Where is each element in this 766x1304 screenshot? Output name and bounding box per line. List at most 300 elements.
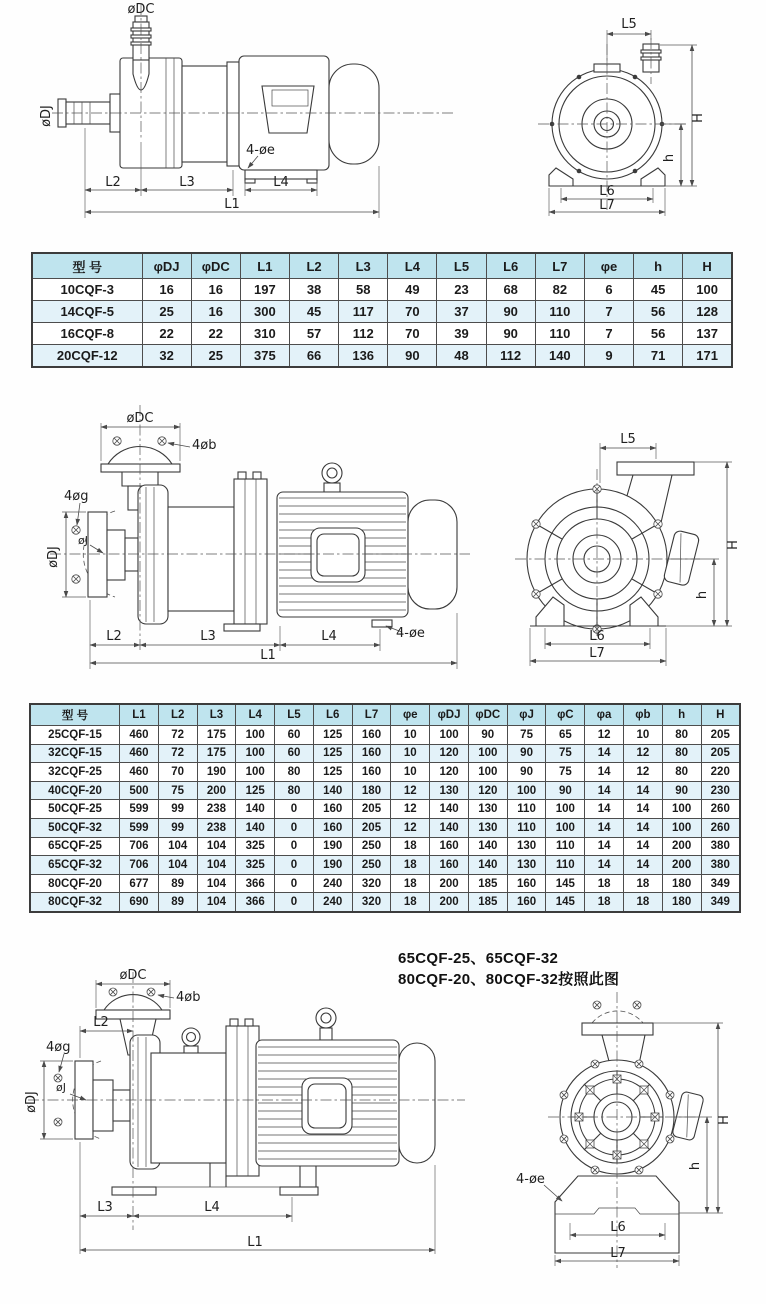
- label-dc: øDC: [127, 2, 155, 17]
- value-cell: 90: [507, 763, 546, 782]
- table-row: [32, 301, 732, 323]
- value-cell: 180: [662, 893, 701, 912]
- value-cell: 14: [623, 800, 662, 819]
- value-cell: 0: [275, 874, 314, 893]
- table-row: [30, 800, 740, 819]
- label-dj: øDJ: [24, 1091, 39, 1113]
- model-cell: 65CQF-32: [30, 856, 120, 875]
- value-cell: 325: [236, 856, 275, 875]
- value-cell: 58: [339, 279, 388, 301]
- value-cell: 0: [275, 818, 314, 837]
- value-cell: 14: [585, 837, 624, 856]
- value-cell: 145: [546, 893, 585, 912]
- value-cell: 125: [313, 763, 352, 782]
- value-cell: 160: [430, 856, 469, 875]
- value-cell: 48: [437, 345, 486, 368]
- value-cell: 677: [120, 874, 159, 893]
- table-row: [30, 781, 740, 800]
- value-cell: 100: [236, 726, 275, 745]
- value-cell: 104: [197, 837, 236, 856]
- value-cell: 16: [142, 279, 191, 301]
- value-cell: 190: [313, 837, 352, 856]
- table-row: [32, 279, 732, 301]
- value-cell: 71: [634, 345, 683, 368]
- label-l3: L3: [200, 629, 216, 644]
- value-cell: 375: [240, 345, 289, 368]
- model-cell: 20CQF-12: [32, 345, 142, 368]
- column-header: φe: [584, 253, 633, 279]
- table-row: [30, 763, 740, 782]
- value-cell: 18: [391, 837, 430, 856]
- column-header: L7: [535, 253, 584, 279]
- value-cell: 99: [158, 818, 197, 837]
- value-cell: 125: [313, 744, 352, 763]
- value-cell: 190: [197, 763, 236, 782]
- model-cell: 80CQF-32: [30, 893, 120, 912]
- value-cell: 100: [662, 818, 701, 837]
- value-cell: 45: [289, 301, 338, 323]
- column-header: L4: [388, 253, 437, 279]
- label-l4: L4: [321, 629, 337, 644]
- column-header: L3: [339, 253, 388, 279]
- value-cell: 80: [275, 781, 314, 800]
- model-cell: 25CQF-15: [30, 726, 120, 745]
- value-cell: 349: [701, 874, 740, 893]
- value-cell: 82: [535, 279, 584, 301]
- column-header: L6: [313, 704, 352, 726]
- value-cell: 39: [437, 323, 486, 345]
- value-cell: 65: [546, 726, 585, 745]
- value-cell: 0: [275, 856, 314, 875]
- column-header: 型 号: [30, 704, 120, 726]
- value-cell: 10: [391, 763, 430, 782]
- value-cell: 460: [120, 744, 159, 763]
- value-cell: 137: [683, 323, 732, 345]
- value-cell: 75: [158, 781, 197, 800]
- value-cell: 200: [197, 781, 236, 800]
- label-h: h: [695, 590, 710, 600]
- value-cell: 14: [585, 800, 624, 819]
- label-h: h: [662, 153, 677, 163]
- value-cell: 140: [430, 818, 469, 837]
- label-l1: L1: [260, 648, 276, 663]
- value-cell: 238: [197, 818, 236, 837]
- value-cell: 220: [701, 763, 740, 782]
- value-cell: 56: [634, 323, 683, 345]
- value-cell: 70: [388, 301, 437, 323]
- value-cell: 180: [662, 874, 701, 893]
- value-cell: 460: [120, 763, 159, 782]
- value-cell: 366: [236, 893, 275, 912]
- value-cell: 57: [289, 323, 338, 345]
- value-cell: 90: [388, 345, 437, 368]
- note-line1: 65CQF-25、65CQF-32: [398, 950, 559, 967]
- value-cell: 690: [120, 893, 159, 912]
- value-cell: 7: [584, 323, 633, 345]
- column-header: L4: [236, 704, 275, 726]
- value-cell: 140: [236, 800, 275, 819]
- value-cell: 99: [158, 800, 197, 819]
- value-cell: 16: [191, 279, 240, 301]
- value-cell: 56: [634, 301, 683, 323]
- column-header: L5: [275, 704, 314, 726]
- column-header: L2: [158, 704, 197, 726]
- label-dj: øDJ: [39, 105, 54, 127]
- value-cell: 599: [120, 818, 159, 837]
- value-cell: 250: [352, 837, 391, 856]
- value-cell: 18: [585, 874, 624, 893]
- value-cell: 160: [352, 744, 391, 763]
- value-cell: 200: [662, 837, 701, 856]
- column-header: L7: [352, 704, 391, 726]
- value-cell: 160: [313, 800, 352, 819]
- model-cell: 32CQF-25: [30, 763, 120, 782]
- column-header: φa: [585, 704, 624, 726]
- value-cell: 240: [313, 893, 352, 912]
- value-cell: 125: [313, 726, 352, 745]
- value-cell: 6: [584, 279, 633, 301]
- value-cell: 75: [546, 744, 585, 763]
- note-line2: 80CQF-20、80CQF-32按照此图: [398, 971, 620, 988]
- large-pump-dimension-table: [29, 703, 741, 913]
- value-cell: 171: [683, 345, 732, 368]
- value-cell: 7: [584, 301, 633, 323]
- value-cell: 190: [313, 856, 352, 875]
- model-cell: 50CQF-25: [30, 800, 120, 819]
- value-cell: 18: [585, 893, 624, 912]
- value-cell: 140: [430, 800, 469, 819]
- value-cell: 22: [142, 323, 191, 345]
- value-cell: 160: [313, 818, 352, 837]
- model-cell: 16CQF-8: [32, 323, 142, 345]
- value-cell: 706: [120, 837, 159, 856]
- table2-header: [30, 704, 740, 726]
- value-cell: 380: [701, 856, 740, 875]
- value-cell: 10: [623, 726, 662, 745]
- value-cell: 112: [339, 323, 388, 345]
- table-row: [30, 818, 740, 837]
- value-cell: 128: [683, 301, 732, 323]
- value-cell: 110: [546, 837, 585, 856]
- table1-header: [32, 253, 732, 279]
- label-4e: 4-øe: [246, 143, 275, 158]
- label-l1: L1: [224, 197, 240, 212]
- value-cell: 110: [546, 856, 585, 875]
- value-cell: 37: [437, 301, 486, 323]
- value-cell: 70: [158, 763, 197, 782]
- label-l7: L7: [610, 1246, 626, 1261]
- value-cell: 160: [352, 763, 391, 782]
- label-dc: øDC: [119, 968, 147, 983]
- value-cell: 14: [585, 856, 624, 875]
- value-cell: 60: [275, 744, 314, 763]
- value-cell: 180: [352, 781, 391, 800]
- value-cell: 80: [662, 744, 701, 763]
- value-cell: 18: [623, 874, 662, 893]
- value-cell: 90: [507, 744, 546, 763]
- value-cell: 130: [468, 800, 507, 819]
- value-cell: 140: [236, 818, 275, 837]
- value-cell: 90: [486, 301, 535, 323]
- value-cell: 14: [623, 856, 662, 875]
- value-cell: 32: [142, 345, 191, 368]
- value-cell: 100: [468, 744, 507, 763]
- label-l4: L4: [204, 1200, 220, 1215]
- column-header: L1: [120, 704, 159, 726]
- table-row: [30, 744, 740, 763]
- label-H: H: [717, 1115, 732, 1125]
- value-cell: 14: [623, 781, 662, 800]
- value-cell: 205: [352, 800, 391, 819]
- label-h: h: [688, 1161, 703, 1171]
- value-cell: 12: [585, 726, 624, 745]
- label-l6: L6: [610, 1220, 626, 1235]
- value-cell: 66: [289, 345, 338, 368]
- value-cell: 104: [197, 874, 236, 893]
- value-cell: 18: [391, 856, 430, 875]
- value-cell: 12: [391, 781, 430, 800]
- value-cell: 140: [313, 781, 352, 800]
- column-header: φDC: [191, 253, 240, 279]
- value-cell: 14: [585, 763, 624, 782]
- value-cell: 100: [507, 781, 546, 800]
- value-cell: 160: [430, 837, 469, 856]
- value-cell: 80: [275, 763, 314, 782]
- header-row: [32, 253, 732, 279]
- value-cell: 260: [701, 800, 740, 819]
- value-cell: 320: [352, 893, 391, 912]
- model-cell: 50CQF-32: [30, 818, 120, 837]
- column-header: φC: [546, 704, 585, 726]
- value-cell: 100: [468, 763, 507, 782]
- value-cell: 12: [623, 744, 662, 763]
- column-header: L6: [486, 253, 535, 279]
- value-cell: 130: [507, 837, 546, 856]
- pump-front-view: [527, 462, 700, 633]
- value-cell: 130: [430, 781, 469, 800]
- header-row: [30, 704, 740, 726]
- value-cell: 500: [120, 781, 159, 800]
- value-cell: 140: [468, 856, 507, 875]
- value-cell: 110: [507, 800, 546, 819]
- table2-body: [30, 726, 740, 912]
- top-drawing-small-pump: [0, 0, 766, 248]
- value-cell: 16: [191, 301, 240, 323]
- value-cell: 12: [391, 800, 430, 819]
- value-cell: 18: [623, 893, 662, 912]
- value-cell: 110: [535, 301, 584, 323]
- value-cell: 14: [585, 744, 624, 763]
- value-cell: 90: [486, 323, 535, 345]
- value-cell: 72: [158, 726, 197, 745]
- column-header: φDC: [468, 704, 507, 726]
- value-cell: 0: [275, 800, 314, 819]
- value-cell: 205: [701, 726, 740, 745]
- model-cell: 32CQF-15: [30, 744, 120, 763]
- pump-side-view: [58, 16, 379, 183]
- label-4b: 4øb: [176, 990, 201, 1005]
- value-cell: 12: [623, 763, 662, 782]
- value-cell: 380: [701, 837, 740, 856]
- table-row: [30, 874, 740, 893]
- model-cell: 80CQF-20: [30, 874, 120, 893]
- value-cell: 160: [507, 893, 546, 912]
- column-header: φDJ: [142, 253, 191, 279]
- value-cell: 100: [546, 818, 585, 837]
- label-H: H: [691, 113, 706, 123]
- value-cell: 89: [158, 874, 197, 893]
- value-cell: 120: [430, 763, 469, 782]
- value-cell: 104: [197, 893, 236, 912]
- value-cell: 349: [701, 893, 740, 912]
- value-cell: 140: [468, 837, 507, 856]
- pump-side-view: [54, 988, 435, 1195]
- value-cell: 18: [391, 893, 430, 912]
- value-cell: 100: [546, 800, 585, 819]
- value-cell: 104: [158, 837, 197, 856]
- value-cell: 18: [391, 874, 430, 893]
- model-cell: 40CQF-20: [30, 781, 120, 800]
- value-cell: 200: [430, 874, 469, 893]
- value-cell: 45: [634, 279, 683, 301]
- label-l2: L2: [106, 629, 122, 644]
- table-row: [30, 837, 740, 856]
- small-pump-dimension-table: [31, 252, 733, 368]
- label-l5: L5: [620, 432, 636, 447]
- label-4b: 4øb: [192, 438, 217, 453]
- label-l4: L4: [273, 175, 289, 190]
- value-cell: 14: [585, 818, 624, 837]
- column-header: h: [634, 253, 683, 279]
- value-cell: 14: [623, 837, 662, 856]
- value-cell: 175: [197, 744, 236, 763]
- value-cell: 68: [486, 279, 535, 301]
- pump-front-view: [555, 1001, 704, 1253]
- value-cell: 90: [662, 781, 701, 800]
- label-4g: 4øg: [64, 489, 89, 504]
- value-cell: 238: [197, 800, 236, 819]
- value-cell: 130: [507, 856, 546, 875]
- value-cell: 10: [391, 726, 430, 745]
- value-cell: 325: [236, 837, 275, 856]
- value-cell: 112: [486, 345, 535, 368]
- label-l6: L6: [599, 184, 615, 199]
- value-cell: 175: [197, 726, 236, 745]
- value-cell: 310: [240, 323, 289, 345]
- value-cell: 100: [236, 763, 275, 782]
- value-cell: 10: [391, 744, 430, 763]
- value-cell: 104: [197, 856, 236, 875]
- value-cell: 140: [535, 345, 584, 368]
- value-cell: 22: [191, 323, 240, 345]
- label-j: øJ: [56, 1081, 66, 1094]
- label-l5: L5: [621, 17, 637, 32]
- value-cell: 80: [662, 763, 701, 782]
- value-cell: 104: [158, 856, 197, 875]
- column-header: L5: [437, 253, 486, 279]
- column-header: L3: [197, 704, 236, 726]
- label-l7: L7: [589, 646, 605, 661]
- value-cell: 110: [535, 323, 584, 345]
- value-cell: 75: [507, 726, 546, 745]
- value-cell: 136: [339, 345, 388, 368]
- column-header: H: [701, 704, 740, 726]
- column-header: φDJ: [430, 704, 469, 726]
- label-dj: øDJ: [46, 546, 61, 568]
- value-cell: 197: [240, 279, 289, 301]
- value-cell: 160: [352, 726, 391, 745]
- column-header: φb: [623, 704, 662, 726]
- value-cell: 599: [120, 800, 159, 819]
- value-cell: 100: [683, 279, 732, 301]
- value-cell: 240: [313, 874, 352, 893]
- value-cell: 300: [240, 301, 289, 323]
- value-cell: 90: [546, 781, 585, 800]
- value-cell: 200: [430, 893, 469, 912]
- value-cell: 120: [430, 744, 469, 763]
- label-4e: 4-øe: [516, 1172, 545, 1187]
- value-cell: 0: [275, 893, 314, 912]
- value-cell: 0: [275, 837, 314, 856]
- table-row: [30, 856, 740, 875]
- label-dc: øDC: [126, 411, 154, 426]
- value-cell: 366: [236, 874, 275, 893]
- value-cell: 230: [701, 781, 740, 800]
- table-row: [30, 726, 740, 745]
- value-cell: 89: [158, 893, 197, 912]
- value-cell: 460: [120, 726, 159, 745]
- value-cell: 320: [352, 874, 391, 893]
- value-cell: 12: [391, 818, 430, 837]
- pump-side-view: [72, 437, 457, 631]
- table1-body: [32, 279, 732, 368]
- table-row: [32, 323, 732, 345]
- label-l1: L1: [247, 1235, 263, 1250]
- value-cell: 38: [289, 279, 338, 301]
- label-l7: L7: [599, 198, 615, 213]
- value-cell: 706: [120, 856, 159, 875]
- value-cell: 72: [158, 744, 197, 763]
- value-cell: 110: [507, 818, 546, 837]
- value-cell: 25: [142, 301, 191, 323]
- value-cell: 260: [701, 818, 740, 837]
- value-cell: 100: [662, 800, 701, 819]
- label-4e: 4-øe: [396, 626, 425, 641]
- value-cell: 250: [352, 856, 391, 875]
- label-l6: L6: [589, 629, 605, 644]
- column-header: h: [662, 704, 701, 726]
- value-cell: 160: [507, 874, 546, 893]
- column-header: φJ: [507, 704, 546, 726]
- value-cell: 70: [388, 323, 437, 345]
- label-l2: L2: [93, 1015, 109, 1030]
- value-cell: 9: [584, 345, 633, 368]
- table-row: [30, 893, 740, 912]
- model-cell: 14CQF-5: [32, 301, 142, 323]
- value-cell: 23: [437, 279, 486, 301]
- value-cell: 117: [339, 301, 388, 323]
- middle-drawing-large-pump: [0, 395, 766, 695]
- value-cell: 80: [662, 726, 701, 745]
- value-cell: 100: [236, 744, 275, 763]
- column-header: φe: [391, 704, 430, 726]
- column-header: 型 号: [32, 253, 142, 279]
- label-l3: L3: [97, 1200, 113, 1215]
- label-l2: L2: [105, 175, 121, 190]
- value-cell: 185: [468, 874, 507, 893]
- table-row: [32, 345, 732, 368]
- value-cell: 100: [430, 726, 469, 745]
